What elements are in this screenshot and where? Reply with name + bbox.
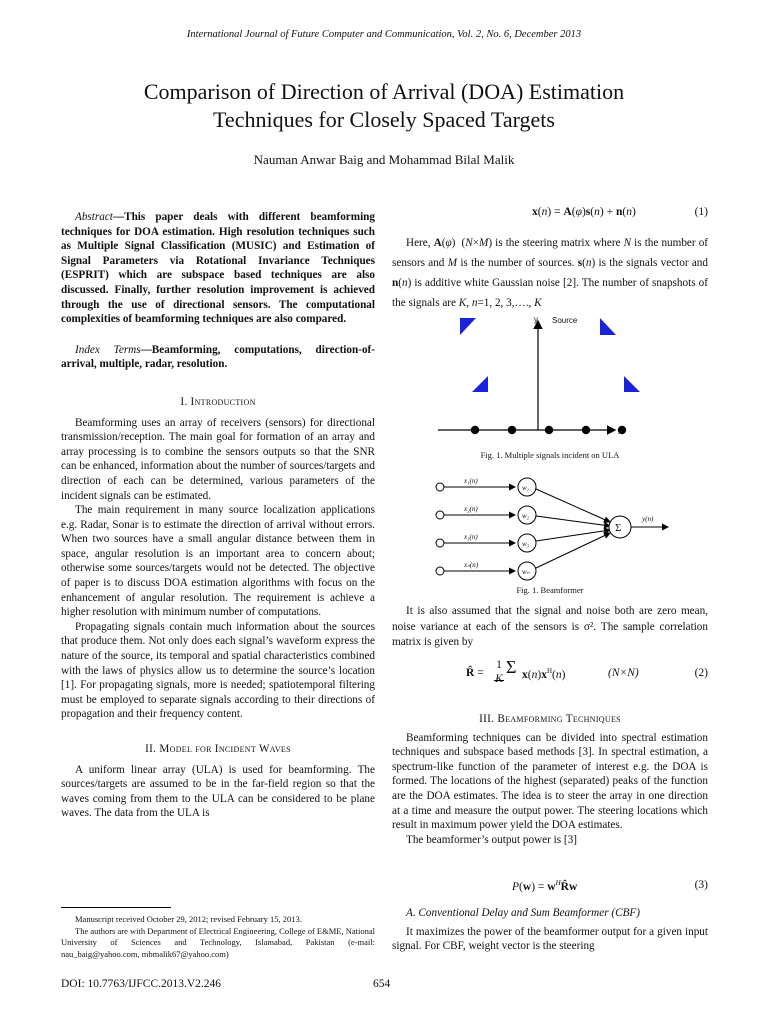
figure-2-beamformer (392, 470, 708, 582)
section-1-heading: I. Introduction (180, 395, 256, 408)
left-column (61, 210, 375, 821)
sensor-5 (618, 426, 626, 434)
output-label: y(n) (642, 515, 654, 523)
section-2-paragraph-1: A uniform linear array (ULA) is used for beamforming. The sources/targets are assumed to be in the far-field region so that the waves coming from them to the ULA can be considered to be plane waves. The data from the ULA is (61, 763, 375, 820)
section-3-heading: III. Beamforming Techniques (479, 713, 621, 725)
section-2-heading: II. Model for Incident Waves (145, 743, 291, 755)
input-node-2 (436, 511, 444, 519)
sensor-3 (545, 426, 553, 434)
equation-2-fraction: 1 K (495, 659, 503, 685)
weight-label-2: w₂ (522, 512, 530, 520)
noise-paragraph: It is also assumed that the signal and noise both are zero mean, noise variance at each of the sensors is σ². The sample correlation matrix is given by (392, 605, 708, 648)
input-node-4 (436, 567, 444, 575)
text-segment: Here, (406, 237, 434, 249)
section-1-paragraph-1: Beamforming uses an array of receivers (sensors) for directional transmission/reception. The main goal for formation of an array and array processing is to combine the sensors outputs so that the SNR can be enhanced, information about the number of sources/targets and direction of each can be determined, various parameters of the incident signals can be estimated. (61, 416, 375, 502)
text-segment: is the signals vector and (595, 257, 708, 269)
figure-1-ula (392, 308, 708, 448)
doi: DOI: 10.7763/IJFCC.2013.V2.246 (61, 978, 222, 990)
right-paragraph-steering: Here, A(φ) (N×M) is the steering matrix where N is the number of sensors and M is the number of sources. s(n) is the signals vector and n(n) is additive white Gaussian noise [2]. The number of snapshots of the signals are K, n=1, 2, 3,…., K (392, 237, 709, 309)
equation-2-lhs: R̂ = (466, 667, 484, 679)
equation-1-number: (1) (694, 206, 708, 218)
right-column-subsection-a (392, 906, 708, 954)
equation-3 (392, 879, 708, 895)
subsection-a-paragraph-1: It maximizes the power of the beamformer output for a given input signal. For CBF, weight vector is the steering (392, 925, 708, 953)
input-label-3: x₃(n) (464, 533, 478, 541)
source-label: Source (552, 316, 578, 325)
section-1-paragraph-3: Propagating signals contain much information about the sources that produce them. Not only does each signal’s waveform express the nature of the source, its temporal and spatial characteristics combined with the laws of physics allow us to determine the source’s location [1]. For propagating signals, more is needed; spatiotemporal filtering must be employed to separate signals according to their directions of propagation and their frequency content. (61, 620, 375, 721)
equation-2-term: $x(n)x^H(n)$ (522, 667, 566, 681)
weight-label-1: w₁ (522, 484, 530, 492)
input-node-1 (436, 483, 444, 491)
abstract (61, 210, 375, 327)
equation-2-dim: (N×N) (608, 667, 639, 679)
sensor-2 (508, 426, 516, 434)
sensor-1 (471, 426, 479, 434)
equation-1 (392, 206, 708, 222)
text-segment: is the number of sensors and (392, 237, 709, 269)
source-triangle-2 (600, 318, 616, 335)
page-number: 654 (373, 978, 391, 990)
input-node-3 (436, 539, 444, 547)
section-1-paragraph-2: The main requirement in many source localization applications e.g. Radar, Sonar is to estimate the direction of arrival without errors. When two sources have a small angular distance between them in space, angular resolution is an important area to concern about; otherwise some sources/targets would not be detected. The objective of paper is to discuss DOA estimation algorithms with focus on the enhancement of angular resolution. The requirement is achieve a higher resolution with minimum number of computations. (61, 504, 375, 619)
figure-1-caption: Fig. 1. Multiple signals incident on ULA (480, 450, 620, 460)
y-axis-label: y (534, 315, 538, 324)
weight-label-3: w₃ (522, 540, 530, 548)
source-triangle-1 (460, 318, 476, 335)
source-triangle-3 (472, 376, 488, 392)
footnote-rule (61, 907, 171, 908)
footnote-received: Manuscript received October 29, 2012; revised February 15, 2013. (75, 914, 302, 924)
text-segment: is the steering matrix where (492, 237, 624, 249)
subsection-a-heading: A. Conventional Delay and Sum Beamformer (CBF) (406, 907, 640, 919)
right-paragraph-noise (392, 604, 708, 651)
index-terms-label: Index Terms (75, 343, 141, 356)
input-label-4: xₙ(n) (464, 561, 479, 569)
abstract-text: —This paper deals with different beamforming techniques for DOA estimation. High resolution techniques such as Multiple Signal Classification (MUSIC) and Estimation of Signal Parameters via Rotational Invariance Techniques (ESPRIT) which are subspace based techniques are also discussed. Finally, further resolution improvement is achieved through the use of directional sensors. The computational complexities of beamforming techniques are also compared. (61, 211, 375, 326)
right-column-section-3 (392, 712, 708, 847)
input-label-1: x₁(n) (464, 477, 478, 485)
source-triangle-4 (624, 376, 640, 392)
sensor-4 (582, 426, 590, 434)
equation-2-sum: Σ (506, 657, 517, 677)
equation-2 (392, 659, 708, 693)
equation-3-body: $P(w) = w^HR̂w$ (512, 879, 578, 893)
figure-2-caption: Fig. 1. Beamformer (516, 585, 584, 595)
input-label-2: x₂(n) (464, 505, 478, 513)
journal-header: International Journal of Future Computer and Communication, Vol. 2, No. 6, December 2013 (186, 29, 582, 40)
index-terms-text: —Beamforming, computations, direction-of-arrival, multiple, radar, resolution. (61, 343, 375, 371)
text-segment: =1, 2, 3,…., (477, 297, 535, 309)
text-segment: is additive white Gaussian noise [2]. The number of snapshots of the signals are (392, 277, 708, 309)
section-3-paragraph-2: The beamformer’s output power is [3] (406, 833, 577, 846)
abstract-label: Abstract (75, 211, 113, 223)
input-branch-3 (436, 530, 610, 552)
footnote (61, 914, 375, 960)
paper-title (60, 78, 708, 134)
equation-2-number: (2) (694, 667, 708, 679)
text-segment: is the number of sources. (457, 257, 578, 269)
title-line-1: Comparison of Direction of Arrival (DOA) Estimation (143, 79, 625, 104)
index-terms (61, 343, 375, 372)
weight-label-4: wₙ (522, 568, 530, 576)
summation-symbol: Σ (615, 522, 622, 534)
equation-3-number: (3) (694, 879, 708, 891)
footnote-affiliation: The authors are with Department of Electrical Engineering, College of E&ME, National University of Sciences and Technology, Islamabad, Pakistan (e-mail: nau_baig@yahoo.com, mbmalik67@yahoo.com) (61, 925, 375, 959)
input-branch-2 (436, 505, 610, 526)
title-line-2: Techniques for Closely Spaced Targets (213, 107, 555, 132)
authors: Nauman Anwar Baig and Mohammad Bilal Malik (253, 152, 515, 167)
section-3-paragraph-1: Beamforming techniques can be divided into spectral estimation techniques and subspace based methods [3]. In spectral estimation, a spectrum-like function of the parameter of interest e.g. the DOA is formed. The locations of the highest (separated) peaks of the function are the DOA estimates. The idea is to steer the array in one direction at a time and measure the output power. The steering locations which result in maximum power yield the DOA estimates. (392, 731, 708, 832)
equation-1-body: x(n) = A(φ)s(n) + n(n) (532, 206, 636, 218)
